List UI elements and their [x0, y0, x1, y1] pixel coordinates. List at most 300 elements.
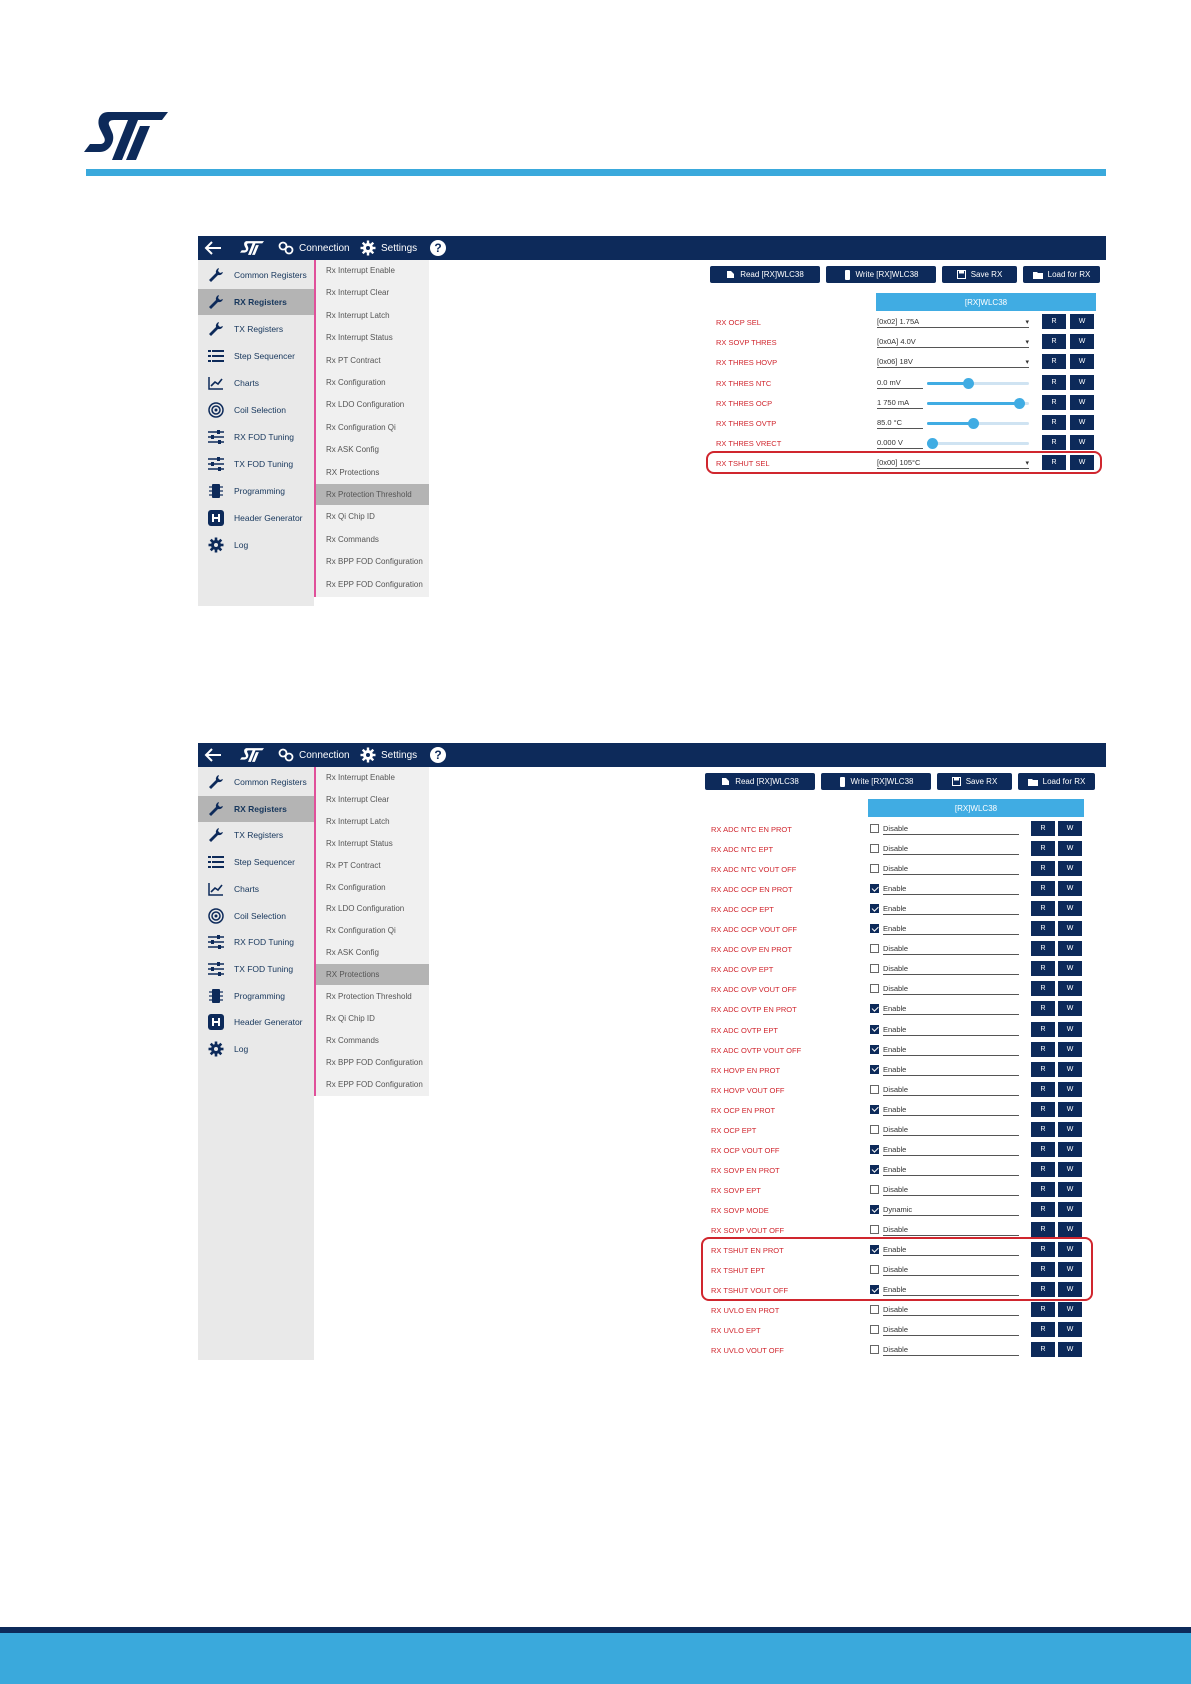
write-register-button[interactable]: W — [1070, 455, 1094, 470]
register-value: Enable — [883, 883, 1019, 895]
write-register-button[interactable]: W — [1058, 1022, 1082, 1037]
write-register-button[interactable]: W — [1070, 415, 1094, 430]
register-value-field[interactable]: 0.0 mV — [877, 377, 923, 389]
register-value: Enable — [883, 1104, 1019, 1116]
write-register-button[interactable]: W — [1058, 861, 1082, 876]
submenu — [314, 260, 429, 597]
load-button[interactable] — [1023, 266, 1100, 283]
submenu — [314, 767, 429, 1096]
wrench-icon — [208, 774, 224, 790]
write-register-button[interactable]: W — [1058, 1182, 1082, 1197]
sidebar-item-label: RX Registers — [234, 297, 287, 307]
sidebar-item-common-registers[interactable] — [198, 769, 314, 795]
register-value: Disable — [883, 1124, 1019, 1136]
write-register-button[interactable]: W — [1058, 1302, 1082, 1317]
submenu-item-rx-ldo-configuration[interactable]: Rx LDO Configuration — [326, 400, 405, 410]
write-button[interactable] — [821, 773, 931, 790]
write-register-button[interactable]: W — [1058, 1162, 1082, 1177]
sidebar-item-charts[interactable] — [198, 876, 314, 902]
read-register-button[interactable]: R — [1031, 1142, 1055, 1157]
sidebar-item-common-registers[interactable] — [198, 262, 314, 288]
register-slider[interactable] — [927, 442, 1029, 445]
read-icon — [721, 777, 730, 786]
register-value: Disable — [883, 1084, 1019, 1096]
write-button-label: Write [RX]WLC38 — [850, 777, 914, 786]
footer-band — [0, 1627, 1191, 1684]
chevron-down-icon: ▾ — [1025, 358, 1029, 366]
sidebar-item-charts[interactable] — [198, 370, 314, 396]
sidebar-item-label: TX FOD Tuning — [234, 963, 294, 974]
register-label: RX SOVP THRES — [716, 338, 777, 348]
settings-label: Settings — [381, 242, 418, 254]
register-label: RX HOVP VOUT OFF — [711, 1085, 785, 1095]
register-checkbox[interactable] — [870, 1185, 879, 1194]
submenu-item-rx-protection-threshold[interactable]: Rx Protection Threshold — [316, 484, 429, 505]
register-value: [0x06] 18V — [877, 357, 913, 367]
register-value: Enable — [883, 923, 1019, 935]
register-value: Disable — [883, 1224, 1019, 1236]
connection-menu[interactable] — [278, 743, 350, 767]
connection-menu[interactable] — [278, 236, 350, 260]
write-icon — [844, 270, 851, 280]
sidebar-item-label: Header Generator — [234, 513, 303, 523]
write-register-button[interactable]: W — [1058, 961, 1082, 976]
submenu-item-rx-interrupt-latch[interactable]: Rx Interrupt Latch — [326, 310, 390, 320]
column-header: [RX]WLC38 — [868, 799, 1084, 817]
read-register-button[interactable]: R — [1031, 1222, 1055, 1237]
register-label: RX ADC OVP EPT — [711, 965, 774, 975]
read-register-button[interactable]: R — [1042, 375, 1066, 390]
register-value: Enable — [883, 1064, 1019, 1076]
list-icon — [208, 348, 224, 364]
sidebar-item-programming[interactable] — [198, 983, 314, 1009]
settings-menu[interactable] — [360, 236, 417, 260]
register-label: RX UVLO EPT — [711, 1326, 761, 1336]
chip-icon — [208, 988, 224, 1004]
submenu-item-rx-interrupt-clear[interactable]: Rx Interrupt Clear — [326, 794, 390, 804]
submenu-item-rx-ldo-configuration[interactable]: Rx LDO Configuration — [326, 904, 405, 914]
sidebar-item-rx-registers[interactable] — [198, 289, 314, 315]
register-label: RX TSHUT EN PROT — [711, 1246, 784, 1256]
read-register-button[interactable]: R — [1031, 1062, 1055, 1077]
register-checkbox[interactable] — [870, 1125, 879, 1134]
register-checkbox[interactable] — [870, 1345, 879, 1354]
submenu-item-rx-interrupt-enable[interactable]: Rx Interrupt Enable — [326, 773, 395, 782]
write-register-button[interactable]: W — [1058, 1242, 1082, 1257]
slider-handle[interactable] — [1014, 398, 1025, 409]
register-label: RX OCP EPT — [711, 1125, 757, 1135]
sidebar-item-label: Coil Selection — [234, 405, 286, 415]
submenu-item-rx-configuration-qi[interactable]: Rx Configuration Qi — [326, 422, 396, 432]
chevron-down-icon: ▾ — [1025, 459, 1029, 467]
register-label: RX HOVP EN PROT — [711, 1065, 781, 1075]
sidebar-item-label: Header Generator — [234, 1017, 303, 1028]
register-value: Disable — [883, 983, 1019, 995]
register-label: RX THRES HOVP — [716, 358, 778, 368]
back-arrow-icon[interactable] — [204, 236, 222, 260]
register-label: RX ADC NTC EPT — [711, 845, 774, 855]
write-register-button[interactable]: W — [1058, 1282, 1082, 1297]
settings-menu[interactable] — [360, 743, 417, 767]
write-register-button[interactable]: W — [1058, 1342, 1082, 1357]
register-value: [0x00] 105°C — [877, 458, 921, 468]
register-label: RX SOVP MODE — [711, 1205, 769, 1215]
register-checkbox[interactable] — [870, 1165, 879, 1174]
register-checkbox[interactable] — [870, 1025, 879, 1034]
read-register-button[interactable]: R — [1031, 1082, 1055, 1097]
submenu-item-rx-configuration-qi[interactable]: Rx Configuration Qi — [326, 926, 396, 936]
register-checkbox[interactable] — [870, 904, 879, 913]
register-value: Enable — [883, 1284, 1019, 1296]
register-checkbox[interactable] — [870, 1085, 879, 1094]
write-register-button[interactable]: W — [1058, 1042, 1082, 1057]
submenu-item-rx-interrupt-status[interactable]: Rx Interrupt Status — [326, 333, 393, 343]
read-register-button[interactable]: R — [1031, 1042, 1055, 1057]
register-checkbox[interactable] — [870, 944, 879, 953]
register-value: Disable — [883, 1324, 1019, 1336]
register-checkbox[interactable] — [870, 924, 879, 933]
register-label: RX ADC OVTP EPT — [711, 1025, 778, 1035]
register-checkbox[interactable] — [870, 1045, 879, 1054]
register-label: RX THRES OCP — [716, 398, 773, 408]
register-label: RX ADC NTC EN PROT — [711, 825, 792, 834]
read-button[interactable] — [705, 773, 815, 790]
read-register-button[interactable]: R — [1031, 1302, 1055, 1317]
write-register-button[interactable]: W — [1058, 1062, 1082, 1077]
slider-fill — [927, 382, 968, 385]
register-value: Enable — [883, 1044, 1019, 1056]
sidebar-item-log[interactable] — [198, 532, 314, 558]
sidebar-item-log[interactable] — [198, 1036, 314, 1062]
register-value: Disable — [883, 1184, 1019, 1196]
list-icon — [208, 854, 224, 870]
submenu-item-rx-protection-threshold[interactable]: Rx Protection Threshold — [326, 992, 412, 1001]
write-button-label: Write [RX]WLC38 — [855, 270, 919, 279]
register-value: Disable — [883, 823, 1019, 835]
submenu-item-rx-ask-config[interactable]: Rx ASK Config — [326, 948, 379, 958]
write-register-button[interactable]: W — [1058, 841, 1082, 856]
sidebar-item-header-generator[interactable] — [198, 1009, 314, 1035]
sidebar-item-tx-registers[interactable] — [198, 822, 314, 848]
submenu-item-rx-interrupt-enable[interactable]: Rx Interrupt Enable — [326, 266, 395, 275]
read-register-button[interactable]: R — [1031, 901, 1055, 916]
register-select[interactable] — [877, 356, 1029, 368]
submenu-item-rx-pt-contract[interactable]: Rx PT Contract — [326, 860, 381, 870]
sidebar-item-coil-selection[interactable] — [198, 903, 314, 929]
sidebar-item-label: TX FOD Tuning — [234, 459, 294, 469]
save-button[interactable] — [942, 266, 1017, 283]
submenu-item-rx-qi-chip-id[interactable]: Rx Qi Chip ID — [326, 512, 375, 522]
sidebar-item-label: TX Registers — [234, 830, 284, 841]
help-button[interactable] — [430, 236, 446, 260]
register-slider[interactable] — [927, 422, 1029, 425]
register-value: Disable — [883, 1344, 1019, 1356]
column-header: [RX]WLC38 — [876, 293, 1096, 311]
target-icon — [208, 402, 224, 418]
header-rule — [86, 169, 1106, 176]
read-register-button[interactable]: R — [1031, 1282, 1055, 1297]
submenu-item-rx-configuration[interactable]: Rx Configuration — [326, 882, 386, 892]
sidebar-item-label: Programming — [234, 990, 286, 1001]
write-register-button[interactable]: W — [1058, 1102, 1082, 1117]
register-label: RX OCP VOUT OFF — [711, 1145, 780, 1155]
wrench-icon — [208, 827, 224, 843]
read-register-button[interactable]: R — [1042, 314, 1066, 329]
wrench-icon — [208, 267, 224, 283]
slider-handle[interactable] — [963, 378, 974, 389]
read-register-button[interactable]: R — [1042, 455, 1066, 470]
register-label: RX SOVP EPT — [711, 1185, 761, 1195]
load-icon — [1033, 271, 1043, 279]
submenu-item-rx-protections[interactable]: RX Protections — [326, 467, 380, 477]
register-label: RX UVLO EN PROT — [711, 1306, 780, 1316]
read-register-button[interactable]: R — [1031, 1322, 1055, 1337]
register-label: RX ADC OCP EPT — [711, 905, 774, 915]
read-register-button[interactable]: R — [1031, 1262, 1055, 1277]
wrench-icon — [208, 801, 224, 817]
write-register-button[interactable]: W — [1058, 1082, 1082, 1097]
register-label: RX UVLO VOUT OFF — [711, 1346, 784, 1356]
read-register-button[interactable]: R — [1042, 395, 1066, 410]
register-value: Enable — [883, 1003, 1019, 1015]
app-bar — [198, 743, 1106, 767]
sidebar-item-label: TX Registers — [234, 324, 284, 334]
settings-label: Settings — [381, 749, 418, 761]
submenu-item-rx-pt-contract[interactable]: Rx PT Contract — [326, 355, 381, 365]
register-slider[interactable] — [927, 402, 1029, 405]
sidebar-item-label: Log — [234, 1044, 249, 1054]
submenu-item-rx-commands[interactable]: Rx Commands — [326, 534, 379, 544]
submenu-item-rx-ask-config[interactable]: Rx ASK Config — [326, 445, 379, 455]
submenu-item-rx-interrupt-latch[interactable]: Rx Interrupt Latch — [326, 816, 390, 826]
sliders-icon — [208, 429, 224, 445]
sidebar-item-label: Programming — [234, 486, 286, 496]
read-register-button[interactable]: R — [1031, 1162, 1055, 1177]
help-icon: ? — [430, 747, 446, 763]
write-register-button[interactable]: W — [1070, 334, 1094, 349]
register-label: RX ADC OVTP EN PROT — [711, 1005, 797, 1015]
read-register-button[interactable]: R — [1031, 821, 1055, 836]
register-slider[interactable] — [927, 382, 1029, 385]
register-checkbox[interactable] — [870, 844, 879, 853]
submenu-item-rx-interrupt-clear[interactable]: Rx Interrupt Clear — [326, 288, 390, 298]
chevron-down-icon: ▾ — [1025, 318, 1029, 326]
sidebar-item-header-generator[interactable] — [198, 505, 314, 531]
register-value: Enable — [883, 1024, 1019, 1036]
sidebar-item-label: Common Registers — [234, 270, 307, 280]
read-register-button[interactable]: R — [1031, 921, 1055, 936]
write-register-button[interactable]: W — [1058, 1142, 1082, 1157]
register-label: RX TSHUT VOUT OFF — [711, 1286, 789, 1296]
sidebar-item-programming[interactable] — [198, 478, 314, 504]
register-checkbox[interactable] — [870, 1105, 879, 1114]
write-button[interactable] — [826, 266, 936, 283]
submenu-item-rx-configuration[interactable]: Rx Configuration — [326, 378, 386, 387]
register-value: Disable — [883, 963, 1019, 975]
sidebar-item-rx-fod-tuning[interactable] — [198, 424, 314, 450]
submenu-item-rx-interrupt-status[interactable]: Rx Interrupt Status — [326, 838, 393, 848]
sidebar-item-label: Step Sequencer — [234, 351, 295, 361]
sidebar-item-label: Charts — [234, 883, 260, 894]
sidebar-item-label: Charts — [234, 378, 260, 388]
write-register-button[interactable]: W — [1058, 1322, 1082, 1337]
write-register-button[interactable]: W — [1070, 435, 1094, 450]
sidebar-item-label: RX FOD Tuning — [234, 937, 294, 948]
sliders-icon — [208, 934, 224, 950]
read-register-button[interactable]: R — [1031, 1202, 1055, 1217]
sidebar-item-tx-fod-tuning[interactable] — [198, 451, 314, 477]
write-register-button[interactable]: W — [1058, 1222, 1082, 1237]
read-register-button[interactable]: R — [1031, 941, 1055, 956]
read-register-button[interactable]: R — [1031, 861, 1055, 876]
help-button[interactable] — [430, 743, 446, 767]
submenu-item-rx-bpp-fod-configuration[interactable]: Rx BPP FOD Configuration — [326, 1057, 423, 1067]
write-register-button[interactable]: W — [1058, 981, 1082, 996]
register-checkbox[interactable] — [870, 1225, 879, 1234]
register-value: [0x02] 1.75A — [877, 317, 920, 326]
register-label: RX ADC OVP EN PROT — [711, 945, 793, 955]
screenshot-rx-protections — [198, 743, 1106, 1360]
load-button-label: Load for RX — [1047, 270, 1091, 279]
register-checkbox[interactable] — [870, 984, 879, 993]
submenu-item-rx-bpp-fod-configuration[interactable]: Rx BPP FOD Configuration — [326, 557, 423, 567]
back-arrow-icon[interactable] — [204, 743, 222, 767]
register-checkbox[interactable] — [870, 1205, 879, 1214]
submenu-item-rx-protections[interactable]: RX Protections — [316, 964, 429, 985]
read-button[interactable] — [710, 266, 820, 283]
sidebar-item-label: Coil Selection — [234, 910, 286, 921]
register-value: Enable — [883, 1244, 1019, 1256]
write-register-button[interactable]: W — [1058, 921, 1082, 936]
sidebar-item-rx-fod-tuning[interactable] — [198, 929, 314, 955]
save-button[interactable] — [937, 773, 1012, 790]
slider-fill — [927, 422, 973, 425]
sidebar-item-step-sequencer[interactable] — [198, 343, 314, 369]
load-button[interactable] — [1018, 773, 1095, 790]
submenu-item-rx-commands[interactable]: Rx Commands — [326, 1035, 379, 1045]
write-register-button[interactable]: W — [1070, 354, 1094, 369]
read-register-button[interactable]: R — [1031, 841, 1055, 856]
submenu-item-rx-qi-chip-id[interactable]: Rx Qi Chip ID — [326, 1013, 375, 1023]
read-register-button[interactable]: R — [1042, 334, 1066, 349]
read-register-button[interactable]: R — [1031, 1022, 1055, 1037]
register-checkbox[interactable] — [870, 824, 879, 833]
write-register-button[interactable]: W — [1058, 941, 1082, 956]
save-icon — [952, 777, 961, 786]
register-label: RX SOVP VOUT OFF — [711, 1226, 785, 1235]
connection-label: Connection — [299, 242, 350, 254]
read-register-button[interactable]: R — [1031, 1242, 1055, 1257]
sidebar-item-label: Common Registers — [234, 777, 307, 787]
sidebar-item-rx-registers[interactable] — [198, 796, 314, 822]
app-bar — [198, 236, 1106, 260]
register-value: Disable — [883, 943, 1019, 955]
load-icon — [1028, 778, 1038, 786]
sidebar-item-step-sequencer[interactable] — [198, 849, 314, 875]
register-checkbox[interactable] — [870, 1145, 879, 1154]
register-label: RX THRES OVTP — [716, 419, 777, 428]
target-icon — [208, 908, 224, 924]
register-value: [0x0A] 4.0V — [877, 337, 916, 347]
gear-icon — [360, 747, 376, 763]
register-value-field[interactable]: 85.0 °C — [877, 417, 923, 429]
gear-icon — [360, 240, 376, 256]
register-label: RX SOVP EN PROT — [711, 1165, 780, 1175]
read-register-button[interactable]: R — [1031, 1001, 1055, 1016]
wrench-icon — [208, 294, 224, 310]
register-value: Enable — [883, 1164, 1019, 1176]
register-label: RX ADC NTC VOUT OFF — [711, 865, 797, 875]
register-checkbox[interactable] — [870, 864, 879, 873]
register-checkbox[interactable] — [870, 1004, 879, 1013]
register-value: Enable — [883, 903, 1019, 915]
submenu-item-rx-epp-fod-configuration[interactable]: Rx EPP FOD Configuration — [326, 1079, 423, 1089]
sidebar — [198, 767, 314, 1360]
register-label: RX TSHUT SEL — [716, 459, 770, 469]
read-register-button[interactable]: R — [1031, 1102, 1055, 1117]
submenu-item-rx-epp-fod-configuration[interactable]: Rx EPP FOD Configuration — [326, 579, 423, 589]
register-checkbox[interactable] — [870, 964, 879, 973]
read-register-button[interactable]: R — [1031, 1122, 1055, 1137]
read-register-button[interactable]: R — [1042, 354, 1066, 369]
sliders-icon — [208, 961, 224, 977]
slider-handle[interactable] — [968, 418, 979, 429]
register-label: RX THRES NTC — [716, 378, 772, 388]
write-register-button[interactable]: W — [1058, 1262, 1082, 1277]
read-register-button[interactable]: R — [1031, 961, 1055, 976]
register-checkbox[interactable] — [870, 1065, 879, 1074]
h-icon — [208, 1014, 224, 1030]
write-register-button[interactable]: W — [1070, 314, 1094, 329]
register-checkbox[interactable] — [870, 1325, 879, 1334]
link-icon — [278, 241, 294, 255]
read-register-button[interactable]: R — [1031, 981, 1055, 996]
register-value: Dynamic — [883, 1204, 1019, 1216]
slider-handle[interactable] — [927, 438, 938, 449]
sidebar-item-label: Step Sequencer — [234, 857, 295, 868]
read-register-button[interactable]: R — [1042, 415, 1066, 430]
sidebar — [198, 260, 314, 606]
register-select[interactable] — [877, 336, 1029, 348]
sidebar-item-label: RX Registers — [234, 803, 287, 814]
read-register-button[interactable]: R — [1031, 1342, 1055, 1357]
save-button-label: Save RX — [965, 777, 998, 786]
register-checkbox[interactable] — [870, 884, 879, 893]
write-register-button[interactable]: W — [1058, 1001, 1082, 1016]
sidebar-item-tx-fod-tuning[interactable] — [198, 956, 314, 982]
write-register-button[interactable]: W — [1058, 1202, 1082, 1217]
read-register-button[interactable]: R — [1042, 435, 1066, 450]
sidebar-item-coil-selection[interactable] — [198, 397, 314, 423]
register-checkbox[interactable] — [870, 1305, 879, 1314]
register-value-field[interactable]: 1 750 mA — [877, 397, 923, 409]
register-value-field[interactable]: 0.000 V — [877, 437, 923, 449]
sidebar-item-tx-registers[interactable] — [198, 316, 314, 342]
write-register-button[interactable]: W — [1070, 375, 1094, 390]
read-register-button[interactable]: R — [1031, 1182, 1055, 1197]
write-register-button[interactable]: W — [1058, 881, 1082, 896]
write-register-button[interactable]: W — [1058, 1122, 1082, 1137]
register-select[interactable] — [877, 316, 1029, 328]
read-register-button[interactable]: R — [1031, 881, 1055, 896]
write-register-button[interactable]: W — [1058, 901, 1082, 916]
screenshot-protection-threshold — [198, 236, 1106, 606]
register-label: RX THRES VRECT — [716, 439, 782, 449]
slider-fill — [927, 402, 1019, 405]
write-register-button[interactable]: W — [1058, 821, 1082, 836]
write-register-button[interactable]: W — [1070, 395, 1094, 410]
read-button-label: Read [RX]WLC38 — [735, 777, 799, 786]
